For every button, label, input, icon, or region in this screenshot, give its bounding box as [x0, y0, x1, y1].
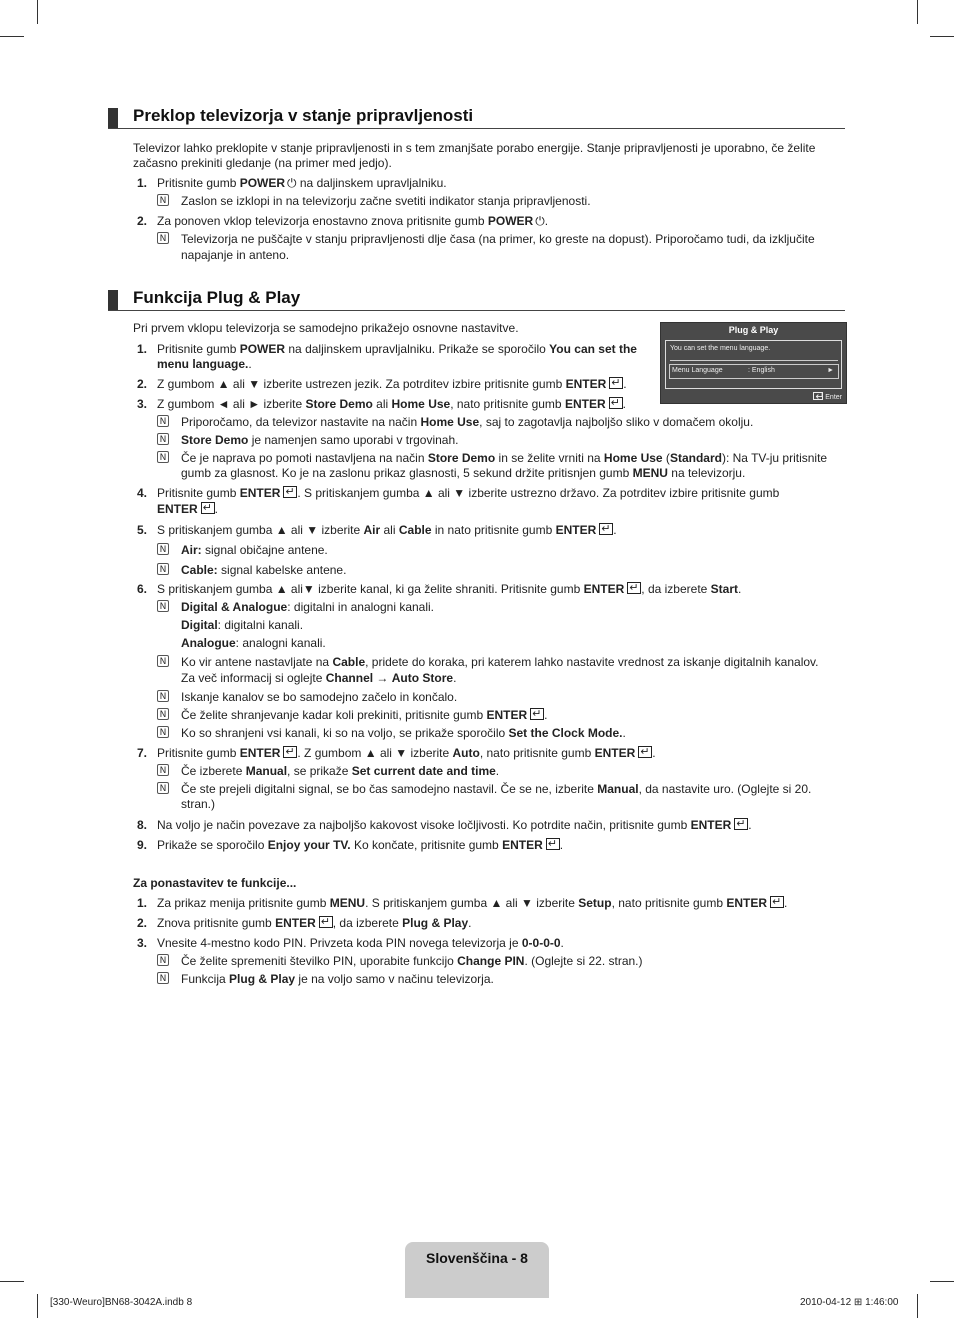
tv-menu-language-row: [669, 364, 839, 379]
note-text: napajanje in anteno.: [181, 248, 290, 262]
note-text: Analogue: analogni kanali.: [181, 636, 326, 650]
crop-mark: [37, 1294, 38, 1318]
note-icon: N: [157, 194, 169, 206]
tv-screen-title: Plug & Play: [728, 325, 779, 335]
note-text: Iskanje kanalov se bo samodejno začelo in končalo.: [181, 690, 458, 704]
step-number: 1.: [136, 342, 147, 356]
step-text: Za ponoven vklop televizorja enostavno znova pritisnite gumb POWER ⏻.: [157, 214, 549, 228]
step-number: 6.: [136, 582, 147, 596]
note-icon: N: [157, 451, 169, 463]
step-text: Vnesite 4-mestno kodo PIN. Privzeta koda PIN novega televizorja je 0-0-0-0.: [157, 936, 564, 950]
tv-message: You can set the menu language.: [670, 345, 771, 352]
note-text: Za več informacij si oglejte Channel → Auto Store.: [181, 671, 457, 685]
note-text: Če izberete Manual, se prikaže Set current date and time.: [181, 764, 500, 778]
enter-icon: [734, 818, 748, 830]
step-text: Na voljo je način povezave za najboljšo kakovost visoke ločljivosti. Ko potrdite način, pritisnite gumb ENTER↵ .: [157, 817, 752, 833]
step-text: ENTER↵ .: [157, 501, 218, 517]
note-text: Digital: digitalni kanali.: [181, 618, 304, 632]
note-text: Priporočamo, da televizor nastavite na način Home Use, saj to zagotavlja najboljšo sliko v domačem okolju.: [181, 415, 754, 429]
intro-text: Pri prvem vklopu televizorja se samodejno prikažejo osnovne nastavitve.: [133, 321, 519, 335]
enter-icon: [609, 397, 623, 409]
step-text: S pritiskanjem gumba ▲ ali▼ izberite kanal, ki ga želite shraniti. Pritisnite gumb ENTER↵ , da izberete Start.: [157, 581, 741, 597]
intro-text: začasno prekiniti gledanje (na primer med jedjo).: [133, 156, 392, 170]
step-text: Z gumbom ◄ ali ► izberite Store Demo ali Home Use, nato pritisnite gumb ENTER↵ .: [157, 396, 626, 412]
step-text: Pritisnite gumb ENTER↵ . Z gumbom ▲ ali ▼ izberite Auto, nato pritisnite gumb ENTER↵ .: [157, 745, 656, 761]
heading-bar: [108, 108, 118, 128]
note-icon: N: [157, 600, 169, 612]
step-number: 3.: [136, 936, 147, 950]
step-number: 5.: [136, 523, 147, 537]
page-label: Slovenščina - 8: [426, 1250, 528, 1266]
heading-bar: [108, 290, 118, 310]
step-text: Pritisnite gumb POWER na daljinskem upravljalniku. Prikaže se sporočilo You can set the: [157, 342, 637, 356]
note-text: Cable: signal kabelske antene.: [181, 563, 347, 577]
note-text: Ko so shranjeni vsi kanali, ki so na voljo, se prikaže sporočilo Set the Clock Mode..: [181, 726, 626, 740]
enter-icon: [599, 523, 613, 535]
crop-mark: [37, 0, 38, 24]
tv-enter-hint: ↵Enter: [810, 392, 842, 401]
note-text: Store Demo je namenjen samo uporabi v trgovinah.: [181, 433, 459, 447]
note-icon: N: [157, 972, 169, 984]
note-icon: N: [157, 690, 169, 702]
enter-icon: [319, 916, 333, 928]
note-text: Televizorja ne puščajte v stanju pripravljenosti dlje časa (na primer, ko greste na dopust). Priporočamo tudi, da izključite: [181, 232, 815, 246]
note-icon: N: [157, 232, 169, 244]
intro-text: Televizor lahko preklopite v stanje pripravljenosti in s tem zmanjšate porabo energije. Stanje pripravljenosti je uporabno, če želite: [133, 141, 816, 155]
arrow-right-icon: ►: [827, 367, 834, 374]
step-text: Pritisnite gumb POWER ⏻ na daljinskem upravljalniku.: [157, 176, 447, 190]
section-heading-plug-and-play: [108, 288, 845, 311]
note-text: Funkcija Plug & Play je na voljo samo v načinu televizorja.: [181, 972, 494, 986]
enter-icon: [770, 896, 784, 908]
step-number: 8.: [136, 818, 147, 832]
note-text: Digital & Analogue: digitalni in analogni kanali.: [181, 600, 434, 614]
reset-heading: Za ponastavitev te funkcije...: [133, 876, 297, 890]
note-icon: N: [157, 954, 169, 966]
note-text: Če želite spremeniti številko PIN, uporabite funkcijo Change PIN. (Oglejte si 22. stran.): [181, 954, 643, 968]
step-number: 4.: [136, 486, 147, 500]
page-number-tab: [405, 1242, 549, 1298]
enter-icon: [813, 392, 823, 400]
crop-mark: [930, 36, 954, 37]
note-text: Če je naprava po pomoti nastavljena na način Store Demo in se želite vrniti na Home Use (Standard): Na TV-ju pritisnite: [181, 451, 828, 465]
tv-dialog: [665, 340, 842, 389]
step-text: Prikaže se sporočilo Enjoy your TV. Ko končate, pritisnite gumb ENTER↵ .: [157, 837, 563, 853]
crop-mark: [930, 1281, 954, 1282]
enter-icon: [201, 502, 215, 514]
step-text: menu language..: [157, 357, 252, 371]
note-icon: N: [157, 563, 169, 575]
note-icon: N: [157, 764, 169, 776]
crop-mark: [0, 1281, 24, 1282]
enter-icon: [546, 838, 560, 850]
crop-mark: [917, 1294, 918, 1318]
power-icon: ⏻: [287, 176, 297, 190]
note-text: stran.): [181, 797, 216, 811]
tv-divider: [670, 360, 838, 361]
step-number: 7.: [136, 746, 147, 760]
note-icon: N: [157, 782, 169, 794]
step-number: 1.: [136, 176, 147, 190]
print-date: 2010-04-12 ⊞ 1:46:00: [800, 1297, 899, 1308]
note-text: Ko vir antene nastavljate na Cable, pridete do koraka, pri katerem lahko nastavite vrednost za iskanje digitalnih kanalov.: [181, 655, 819, 669]
tv-row-value: : English: [748, 367, 775, 374]
note-text: Air: signal običajne antene.: [181, 543, 328, 557]
note-icon: N: [157, 655, 169, 667]
section-heading-standby: [108, 106, 845, 129]
note-icon: N: [157, 708, 169, 720]
enter-icon: [638, 746, 652, 758]
step-text: Pritisnite gumb ENTER↵ . S pritiskanjem gumba ▲ ali ▼ izberite ustrezno državo. Za potrditev izbire pritisnite gumb: [157, 485, 779, 501]
power-icon: ⏻: [535, 214, 545, 228]
note-text: Če želite shranjevanje kadar koli prekiniti, pritisnite gumb ENTER↵ .: [181, 707, 548, 723]
section-title: Funkcija Plug & Play: [133, 288, 301, 307]
step-text: Za prikaz menija pritisnite gumb MENU. S pritiskanjem gumba ▲ ali ▼ izberite Setup, nato pritisnite gumb ENTER↵ .: [157, 895, 787, 911]
note-icon: N: [157, 543, 169, 555]
crop-mark: [917, 0, 918, 24]
note-icon: N: [157, 726, 169, 738]
note-text: Zaslon se izklopi in na televizorju začne svetiti indikator stanja pripravljenosti.: [181, 194, 591, 208]
note-icon: N: [157, 433, 169, 445]
note-text: Če ste prejeli digitalni signal, se bo čas samodejno nastavil. Če se ne, izberite Manual, da nastavite uro. (Oglejte si 20.: [181, 782, 812, 796]
enter-icon: [283, 746, 297, 758]
crop-mark: [0, 36, 24, 37]
section-title: Preklop televizorja v stanje pripravljenosti: [133, 106, 474, 125]
step-number: 2.: [136, 377, 147, 391]
enter-icon: [283, 486, 297, 498]
step-text: Z gumbom ▲ ali ▼ izberite ustrezen jezik. Za potrditev izbire pritisnite gumb ENTER↵ .: [157, 376, 627, 392]
step-number: 3.: [136, 397, 147, 411]
tv-row-label: Menu Language: [672, 367, 723, 374]
file-name: [330-Weuro]BN68-3042A.indb 8: [50, 1297, 193, 1308]
step-text: S pritiskanjem gumba ▲ ali ▼ izberite Air ali Cable in nato pritisnite gumb ENTER↵ .: [157, 522, 617, 538]
tv-screen-illustration: [660, 322, 847, 404]
step-text: Znova pritisnite gumb ENTER↵ , da izberete Plug & Play.: [157, 915, 471, 931]
enter-icon: [609, 377, 623, 389]
step-number: 9.: [136, 838, 147, 852]
note-icon: N: [157, 415, 169, 427]
enter-icon: [530, 708, 544, 720]
enter-icon: [627, 582, 641, 594]
note-text: gumb za glasnost. Ko je na zaslonu prikaz glasnosti, 5 sekund držite pritisnjen gumb MENU na televizorju.: [181, 466, 746, 480]
step-number: 2.: [136, 916, 147, 930]
step-number: 2.: [136, 214, 147, 228]
step-number: 1.: [136, 896, 147, 910]
